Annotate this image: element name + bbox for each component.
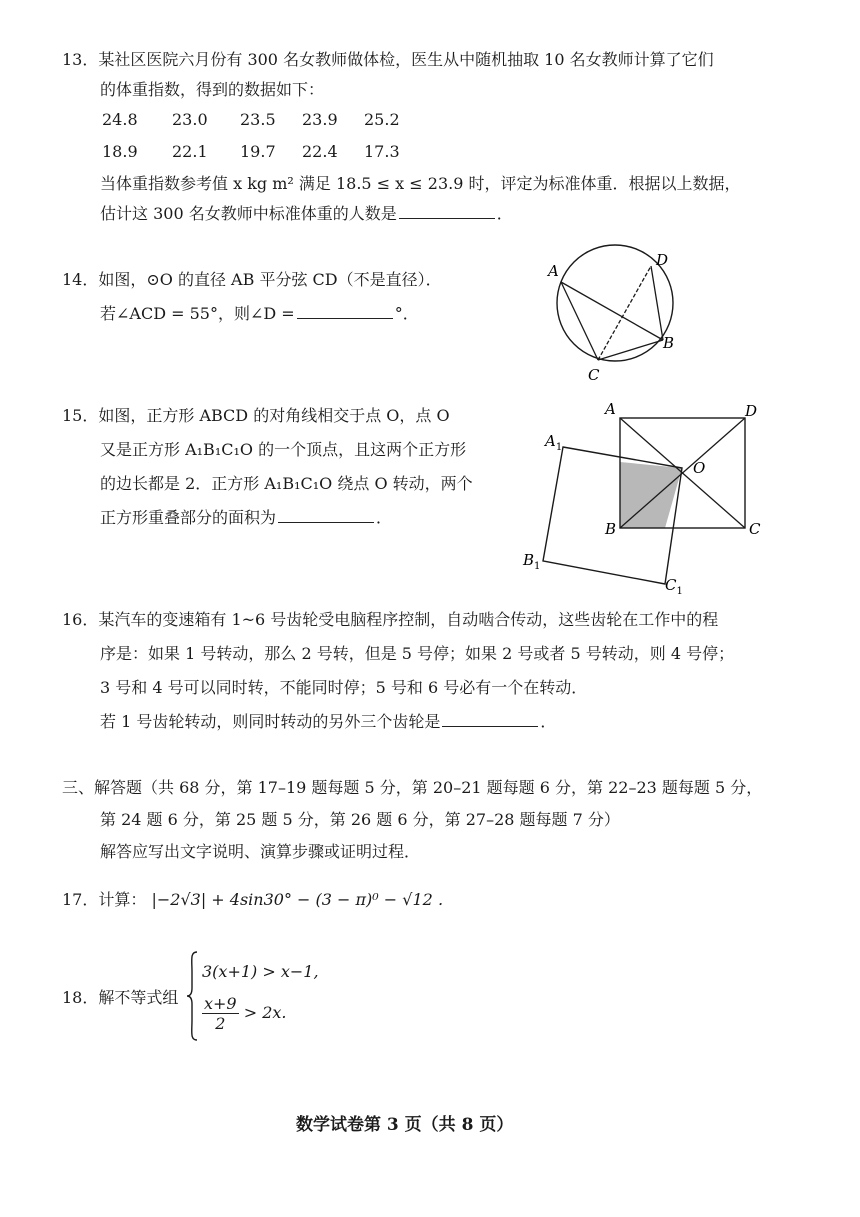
section-3-line-2: 第 24 题 6 分，第 25 题 5 分，第 26 题 6 分，第 27–28 题每题 7 分） bbox=[100, 810, 620, 829]
label-b: B bbox=[663, 334, 675, 352]
label-d: D bbox=[745, 402, 758, 420]
q14-line-2 bbox=[100, 304, 419, 324]
data-value: 19.7 bbox=[240, 142, 276, 161]
data-value: 23.0 bbox=[172, 110, 208, 129]
q17-label: 17．计算： bbox=[62, 890, 147, 909]
q18-inequality-2-rest: > 2x. bbox=[243, 1003, 287, 1022]
data-value: 18.9 bbox=[102, 142, 138, 161]
q13-line-4-text: 估计这 300 名女教师中标准体重的人数是 bbox=[100, 204, 397, 223]
label-c1: $C_1$ bbox=[665, 576, 683, 597]
label-a: A bbox=[548, 262, 559, 280]
q13-line-1: 13．某社区医院六月份有 300 名女教师做体检，医生从中随机抽取 10 名女教师计算了它们 bbox=[62, 50, 714, 69]
q18-brace bbox=[186, 950, 198, 1042]
q15-line-2: 又是正方形 A₁B₁C₁O 的一个顶点，且这两个正方形 bbox=[100, 440, 467, 459]
q14-line-2-end: °． bbox=[394, 304, 419, 323]
section-3-heading: 三、解答题（共 68 分，第 17–19 题每题 5 分，第 20–21 题每题 6 分，第 22–23 题每题 5 分， bbox=[62, 778, 763, 797]
q15-square-figure bbox=[515, 398, 785, 598]
q15-line-4-text: 正方形重叠部分的面积为 bbox=[100, 508, 277, 527]
data-value: 25.2 bbox=[364, 110, 400, 129]
label-a: A bbox=[605, 400, 616, 418]
q18-label: 18．解不等式组 bbox=[62, 988, 179, 1007]
fraction-numerator: x+9 bbox=[204, 994, 237, 1013]
data-value: 24.8 bbox=[102, 110, 138, 129]
q16-line-4-text: 若 1 号齿轮转动，则同时转动的另外三个齿轮是 bbox=[100, 712, 441, 731]
label-a1: $A_1$ bbox=[545, 432, 563, 453]
q16-line-2: 序是：如果 1 号转动，那么 2 号转，但是 5 号停；如果 2 号或者 5 号转动，则 4 号停； bbox=[100, 644, 735, 663]
q17 bbox=[62, 890, 454, 910]
q14-line-1: 14．如图，⊙O 的直径 AB 平分弦 CD（不是直径）． bbox=[62, 270, 442, 289]
q15-line-4 bbox=[100, 508, 392, 528]
q18-inequality-1: 3(x+1) > x−1, bbox=[202, 962, 319, 981]
label-o: O bbox=[693, 459, 706, 477]
data-value: 23.9 bbox=[302, 110, 338, 129]
label-b: B bbox=[605, 520, 617, 538]
q13-line-2: 的体重指数，得到的数据如下： bbox=[100, 80, 325, 99]
q13-line-4 bbox=[100, 204, 513, 224]
data-value: 22.1 bbox=[172, 142, 208, 161]
q18-inequality-2 bbox=[202, 994, 286, 1033]
q15-line-3: 的边长都是 2．正方形 A₁B₁C₁O 绕点 O 转动，两个 bbox=[100, 474, 473, 493]
fraction-denominator: 2 bbox=[215, 1014, 226, 1033]
label-c: C bbox=[588, 366, 600, 384]
data-value: 17.3 bbox=[364, 142, 400, 161]
q13-line-4-end: ． bbox=[496, 204, 513, 223]
q16-line-1: 16．某汽车的变速箱有 1~6 号齿轮受电脑程序控制，自动啮合传动，这些齿轮在工作中的程 bbox=[62, 610, 719, 629]
label-c: C bbox=[749, 520, 761, 538]
q18-fraction bbox=[202, 994, 239, 1033]
q15-line-1: 15．如图，正方形 ABCD 的对角线相交于点 O，点 O bbox=[62, 406, 450, 425]
data-value: 22.4 bbox=[302, 142, 338, 161]
q13-line-3: 当体重指数参考值 x kg m² 满足 18.5 ≤ x ≤ 23.9 时，评定为标准体重．根据以上数据， bbox=[100, 174, 741, 193]
q16-line-3: 3 号和 4 号可以同时转，不能同时停；5 号和 6 号必有一个在转动． bbox=[100, 678, 588, 697]
q14-circle-figure bbox=[530, 240, 700, 390]
page-footer: 数学试卷第 3 页（共 8 页） bbox=[296, 1115, 514, 1135]
answer-blank[interactable] bbox=[399, 217, 495, 219]
answer-blank[interactable] bbox=[297, 317, 393, 319]
data-value: 23.5 bbox=[240, 110, 276, 129]
q17-expression: |−2√3| + 4sin30° − (3 − π)⁰ − √12 ． bbox=[151, 890, 454, 909]
q15-line-4-end: ． bbox=[376, 508, 393, 527]
answer-blank[interactable] bbox=[442, 725, 538, 727]
section-3-line-3: 解答应写出文字说明、演算步骤或证明过程． bbox=[100, 842, 421, 861]
answer-blank[interactable] bbox=[278, 521, 374, 523]
q16-line-4 bbox=[100, 712, 556, 732]
q16-line-4-end: ． bbox=[540, 712, 557, 731]
q14-line-2-text: 若∠ACD = 55°，则∠D = bbox=[100, 304, 295, 323]
label-d: D bbox=[656, 251, 669, 269]
label-b1: $B_1$ bbox=[523, 551, 541, 572]
